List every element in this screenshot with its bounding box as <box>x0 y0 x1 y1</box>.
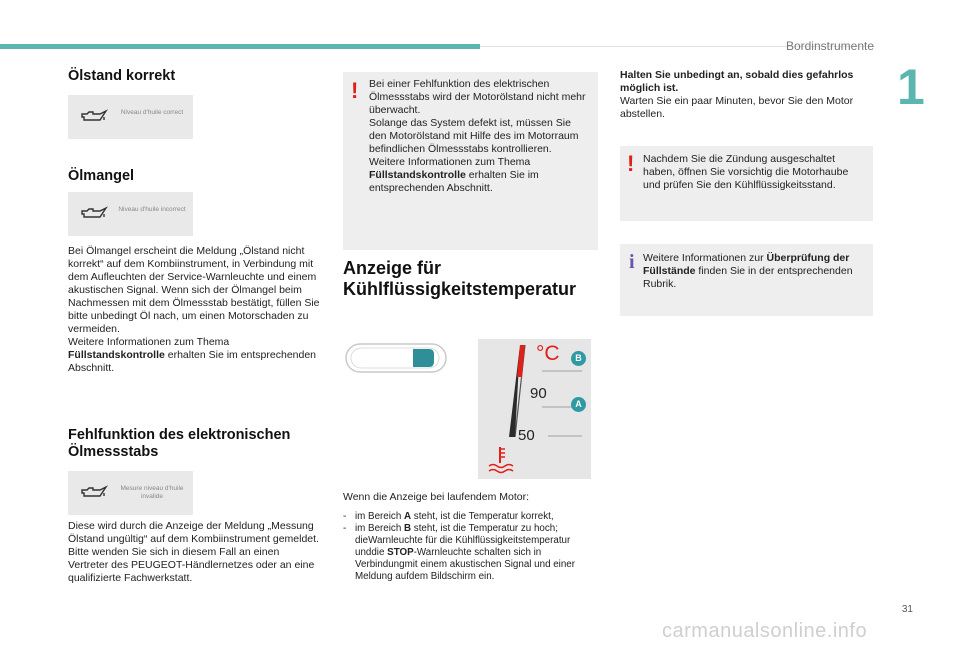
list-item <box>343 511 598 523</box>
oil-can-icon <box>80 206 108 222</box>
coolant-temperature-warning-icon <box>489 447 513 473</box>
list-item-rest: steht, ist die Temperatur korrekt, <box>411 511 554 522</box>
list-item-prefix: im Bereich <box>355 511 404 522</box>
section-title: Bordinstrumente <box>785 39 874 53</box>
oil-low-display-tile <box>68 192 193 236</box>
warning-p1: Bei einer Fehlfunktion des elektrischen Ölmessstabs wird der Motorölstand nicht mehr überwacht. <box>369 78 586 116</box>
warning-icon: ! <box>351 78 359 103</box>
list-item-bold: A <box>404 511 412 522</box>
list-item-prefix: im Bereich <box>355 523 404 534</box>
info-suffix: finden Sie in der entsprechenden Rubrik. <box>643 265 853 290</box>
warning-box-dipstick <box>343 72 598 250</box>
header-accent-bar <box>0 44 480 49</box>
warning-p3-suffix: erhalten Sie im entsprechenden Abschnitt. <box>369 169 539 194</box>
warning-icon: ! <box>627 151 635 176</box>
heading-dipstick-fault <box>68 427 328 461</box>
info-text <box>643 252 866 291</box>
warning-p3-bold: Füllstandskontrolle <box>369 169 466 181</box>
oil-ok-display-tile <box>68 95 193 139</box>
stop-advice-text: Warten Sie ein paar Minuten, bevor Sie den Motor abstellen. <box>620 95 854 120</box>
heading-coolant-line2: Kühlflüssigkeitstemperatur <box>343 279 577 299</box>
list-item-rest2: -Warnleuchte schalten sich in Verbindungmit einem akustischen Signal und einer Meldung aufdem Bildschirm ein. <box>355 547 576 582</box>
oil-low-paragraph <box>68 245 322 375</box>
dipstick-fault-display-tile <box>68 471 193 515</box>
stop-advice-bold: Halten Sie unbedingt an, sobald dies gefahrlos möglich ist. <box>620 69 854 94</box>
chapter-number: 1 <box>897 59 925 115</box>
gauge-tick-50: 50 <box>518 427 535 444</box>
info-icon: i <box>629 251 635 273</box>
zone-a-marker: A <box>571 397 586 412</box>
zone-b-marker: B <box>571 351 586 366</box>
warning-p3-prefix: Weitere Informationen zum Thema <box>369 156 531 168</box>
list-item-bold-stop: STOP <box>387 547 414 558</box>
coolant-list <box>343 511 598 583</box>
oil-can-icon <box>80 109 108 125</box>
list-item <box>343 523 598 583</box>
coolant-gauge-panel <box>478 339 591 479</box>
warning-box-coolant <box>620 146 873 221</box>
list-item-bold: B <box>404 523 412 534</box>
gauge-thumbnail <box>343 338 451 378</box>
dipstick-fault-tile-text: Mesure niveau d'huile invalide <box>120 485 184 500</box>
page-number: 31 <box>901 604 913 615</box>
stop-advice <box>620 69 872 121</box>
heading-oil-level-ok: Ölstand korrekt <box>68 68 176 84</box>
gauge-unit-label: °C <box>536 342 560 365</box>
oil-low-tile-text: Niveau d'huile incorrect <box>118 206 186 213</box>
heading-coolant-temp <box>343 258 603 300</box>
warning-p2: Solange das System defekt ist, müssen Sie den Motorölstand mit Hilfe des im Motorraum befindlichen Ölmessstabs kontrollieren. <box>369 117 579 155</box>
oil-ok-tile-text: Niveau d'huile correct <box>120 109 184 116</box>
info-box-fluid-levels <box>620 244 873 316</box>
dipstick-fault-paragraph: Diese wird durch die Anzeige der Meldung „Messung Ölstand ungültig“ auf dem Kombiinstrument gemeldet. Bitte wenden Sie sich in diesem Fall an einen Vertreter des PEUGEOT-Händlernetzes oder an eine qualifizierte Fachwerkstatt. <box>68 520 319 584</box>
coolant-intro: Wenn die Anzeige bei laufendem Motor: <box>343 491 530 503</box>
oil-low-text: Bei Ölmangel erscheint die Meldung „Ölstand nicht korrekt“ auf dem Kombiinstrument, in Verbindung mit dem Aufleuchten der Service-Warnleuchte und einem akustischen Signal. Wenn sich der Ölmangel beim Nachmessen mit dem Ölmessstab bestätigt, füllen Sie bitte unbedingt Öl nach, um einen Motorschaden zu vermeiden. <box>68 245 320 335</box>
heading-dipstick-line1: Fehlfunktion des elektronischen <box>68 427 291 443</box>
oil-low-more-prefix: Weitere Informationen zum Thema <box>68 336 230 348</box>
warning-coolant-text: Nachdem Sie die Zündung ausgeschaltet haben, öffnen Sie vorsichtig die Motorhaube und prüfen Sie den Kühlflüssigkeitsstand. <box>643 153 849 191</box>
list-dash: - <box>343 523 347 534</box>
heading-dipstick-line2: Ölmessstabs <box>68 444 159 460</box>
heading-oil-low: Ölmangel <box>68 168 135 184</box>
oil-low-more-suffix: erhalten Sie im entsprechenden Abschnitt. <box>68 349 317 374</box>
list-item-rest: steht, ist die Temperatur zu hoch; dieWarnleuchte für die Kühlflüssigkeitstemperatur unddie <box>355 523 571 558</box>
info-bold: Überprüfung der Füllstände <box>643 252 850 277</box>
heading-coolant-line1: Anzeige für <box>343 258 442 278</box>
oil-can-icon <box>80 485 108 501</box>
watermark: carmanualsonline.info <box>662 620 868 642</box>
gauge-tick-90: 90 <box>530 385 547 402</box>
oil-low-more-bold: Füllstandskontrolle <box>68 349 165 361</box>
info-prefix: Weitere Informationen zur <box>643 252 767 264</box>
warning-box-text <box>369 78 591 195</box>
list-dash: - <box>343 511 347 522</box>
